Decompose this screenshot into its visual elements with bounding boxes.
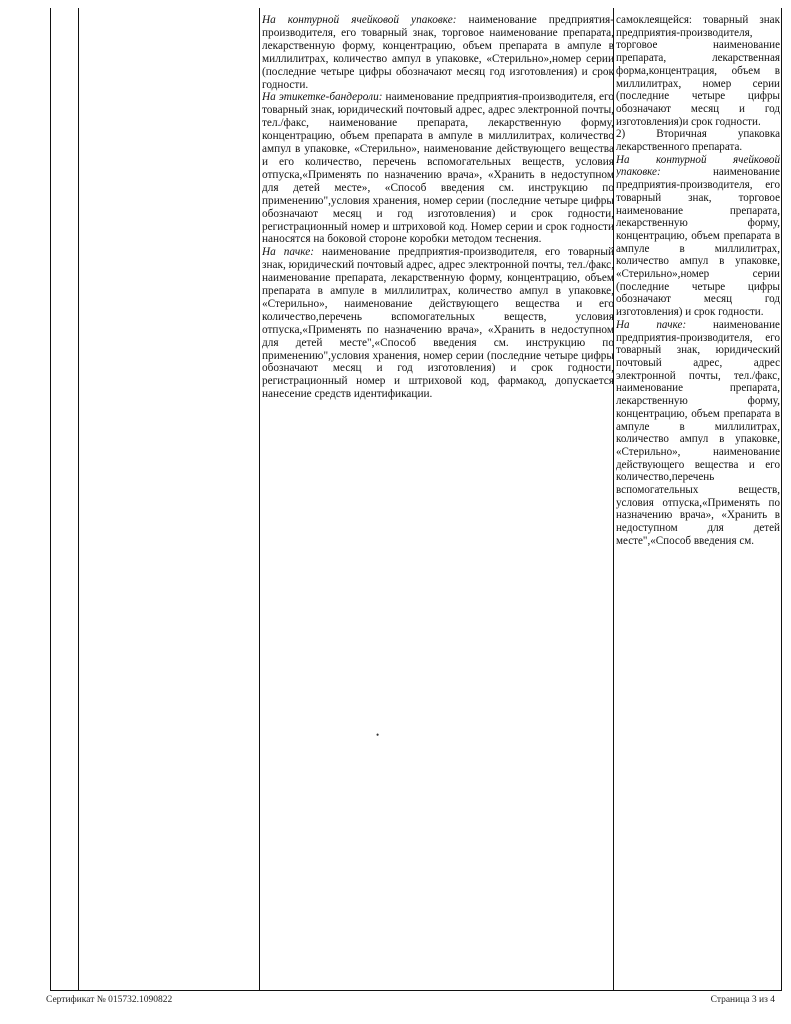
section-heading: На этикетке-бандероли:	[262, 91, 383, 104]
paragraph-text: самоклеящейся: товарный знак предприятия-производителя, торговое наименование препарата, лекарственная форма,концентрация, объем в миллилитрах, номер серии (последние четыре цифры обозначают месяц и год изготовления)и срок годности.	[616, 14, 780, 128]
paragraph	[616, 319, 780, 548]
paragraph-text: наименование предприятия-производителя, его товарный знак, юридический почтовый адрес, адрес электронной почты, тел./факс, наименование препарата, лекарственную форму, концентрацию, объем препарата в ампуле в миллилитрах, количество ампул в упаковке, «Стерильно», наименование действующего вещества и его количество,перечень вспомогательных веществ, условия отпуска,«Применять по назначению врача», «Хранить в недоступном для детей месте",«Способ введения см.	[616, 318, 780, 547]
paragraph-text: наименование предприятия-производителя, его товарный знак, юридический почтовый адрес, адрес электронной почты, тел./факс, наименование препарата, лекарственную форму, концентрацию, объем препарата в ампуле в миллилитрах, количество ампул в упаковке, «Стерильно», наименование действующего вещества и его количество,перечень вспомогательных веществ, условия отпуска,«Применять по назначению врача», «Хранить в недоступном для детей месте",«Способ введения см. инструкцию по применению",условия хранения, номер серии (последние четыре цифры обозначают месяц и год изготовления) и срок годности, регистрационный номер и штриховой код, фармакод, допускается нанесение средств идентификации.	[262, 246, 614, 401]
paragraph-text: наименование предприятия-производителя, его товарный знак, торговое наименование препарата, лекарственную форму, концентрацию, объем препарата в ампуле в миллилитрах, количество ампул в упаковке, «Стерильно»,номер серии (последние четыре цифры обозначают месяц год изготовления) и срок годности.	[262, 14, 614, 91]
document-table	[50, 8, 782, 990]
table-column-divider	[78, 8, 79, 990]
certificate-number: Сертификат № 015732.1090822	[46, 995, 173, 1005]
table-border-left	[50, 8, 51, 990]
paragraph-text: наименование предприятия-производителя, его товарный знак, юридический почтовый адрес, адрес электронной почты, тел./факс, наименование препарата, лекарственную форму, концентрацию, объем препарата в ампуле в миллилитрах, количество ампул в упаковке, «Стерильно», наименование действующего вещества и его количество, перечень вспомогательных веществ, условия отпуска,«Применять по назначению врача», «Хранить в недоступном для детей месте», «Способ введения см. инструкцию по применению",условия хранения, номер серии (последние четыре цифры обозначают месяц и год изготовления) и срок годности, регистрационный номер и штриховой код. Номер серии и срок годности наносятся на боковой стороне коробки методом теснения.	[262, 91, 614, 246]
packaging-text-cell	[262, 14, 614, 401]
scan-speck: •	[376, 730, 380, 740]
paragraph	[616, 14, 780, 128]
page-number: Страница 3 из 4	[710, 995, 775, 1005]
table-column-divider	[259, 8, 260, 990]
paragraph	[616, 128, 780, 153]
table-border-bottom	[50, 990, 782, 991]
section-heading: На контурной ячейковой упаковке:	[616, 153, 780, 179]
table-border-right	[781, 8, 782, 990]
section-heading: На пачке:	[262, 246, 315, 259]
packaging-text-cell-right	[616, 14, 780, 548]
paragraph	[262, 246, 614, 401]
paragraph	[616, 154, 780, 319]
section-heading: На контурной ячейковой упаковке:	[262, 14, 457, 26]
paragraph-text: 2) Вторичная упаковка лекарственного препарата.	[616, 128, 780, 154]
paragraph	[262, 14, 614, 91]
section-heading: На пачке:	[616, 318, 687, 331]
paragraph-text: наименование предприятия-производителя, его товарный знак, торговое наименование препарата, лекарственную форму, концентрацию, объем препарата в ампуле в миллилитрах, количество ампул в упаковке, «Стерильно»,номер серии (последние четыре цифры обозначают месяц год изготовления) и срок годности.	[616, 166, 780, 319]
paragraph	[262, 91, 614, 246]
